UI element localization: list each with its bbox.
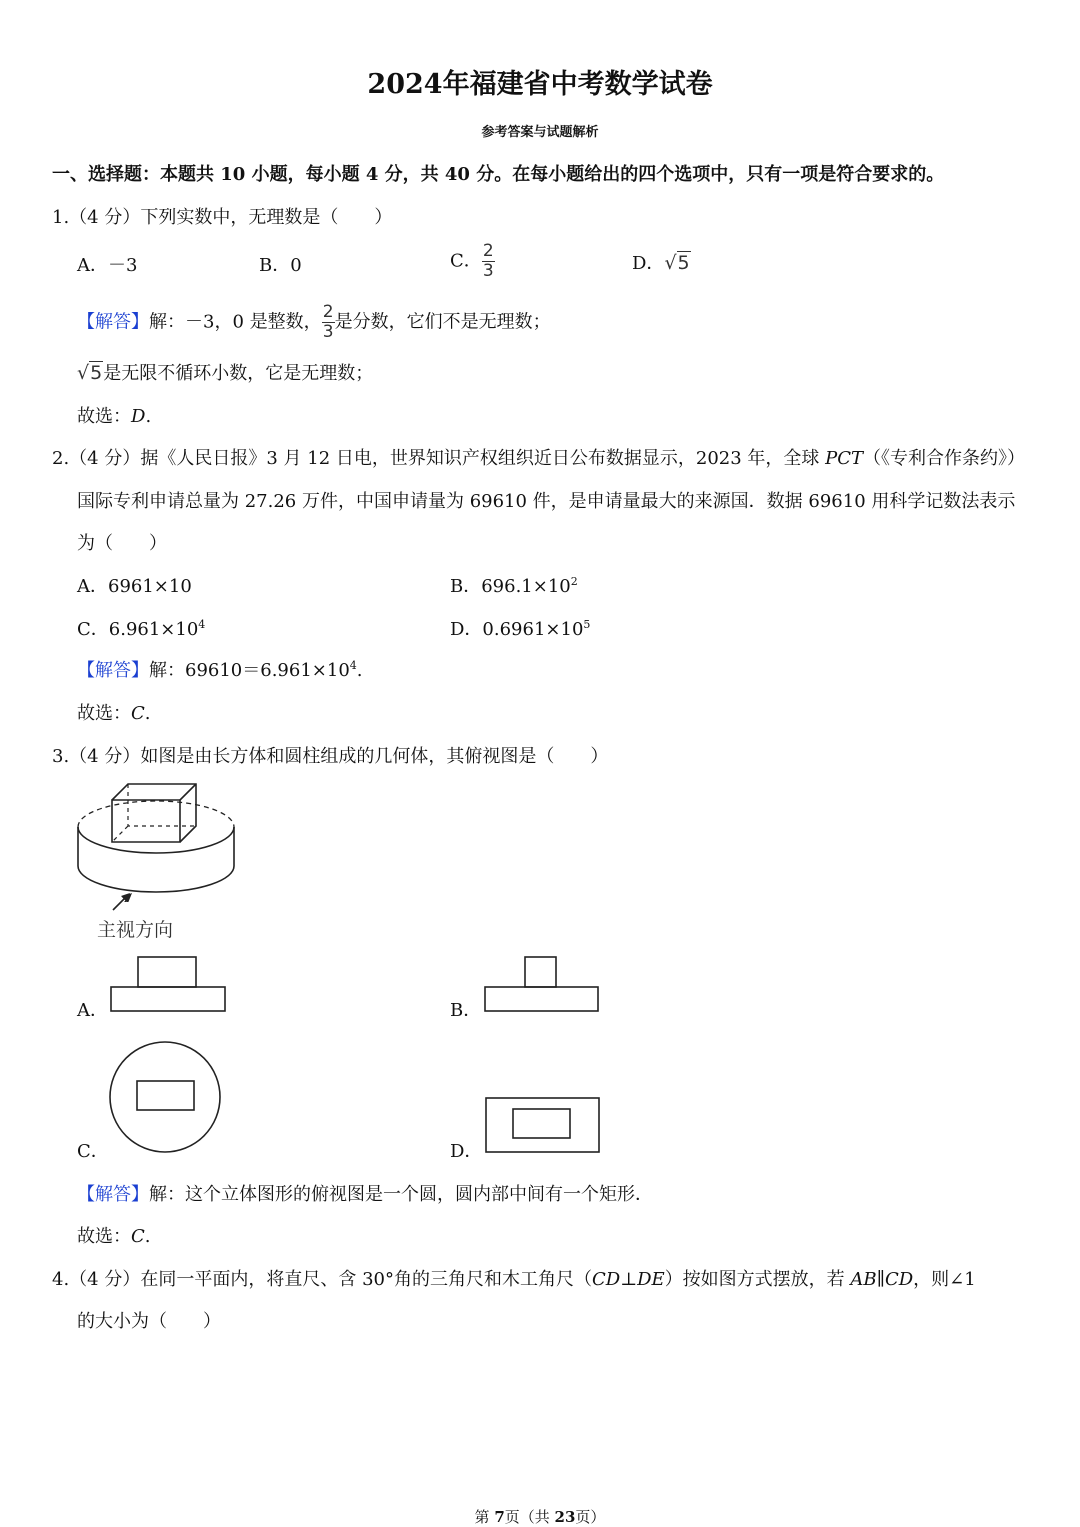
q3-choice [77, 1222, 151, 1248]
option-text: C．6.961×10 [77, 619, 199, 640]
exponent: 4 [349, 659, 357, 672]
sqrt-radicand: 5 [677, 252, 690, 274]
q1-option-d-label: D． [632, 253, 665, 274]
choice-letter: C [131, 703, 145, 724]
footer-prefix: 第 [474, 1508, 495, 1526]
option-text: B．696.1×10 [450, 576, 571, 597]
q2-option-a: A．6961×10 [77, 576, 192, 597]
page-total: 23 [554, 1508, 576, 1526]
q3-option-b-figure [482, 954, 602, 1014]
page-subtitle: 参考答案与试题解析 [481, 125, 599, 140]
sqrt-symbol: √5 [664, 252, 690, 274]
sqrt-symbol: √5 [77, 362, 103, 384]
section-heading: 一、选择题：本题共 10 小题，每小题 4 分，共 40 分。在每小题给出的四个选项中，只有一项是符合要求的。 [52, 164, 945, 185]
choice-prefix: 故选： [77, 406, 131, 427]
q2-stem-line3: 为（ ） [77, 533, 167, 554]
q2-option-b [450, 572, 578, 598]
q1-answer-fraction [322, 304, 335, 341]
page-number: 7 [494, 1508, 505, 1526]
q3-figure-caption: 主视方向 [97, 919, 174, 941]
answer-tag: 【解答】 [77, 660, 149, 681]
q4-stem-text-c: ，则∠1 [913, 1269, 976, 1290]
q1-stem: 1.（4 分）下列实数中，无理数是（ ） [52, 207, 393, 228]
q1-answer-text-a: 解：－3，0 是整数， [149, 311, 322, 333]
choice-letter: D [131, 406, 146, 427]
exponent: 5 [583, 618, 591, 631]
q2-answer-text: 解：69610＝6.961×10 [149, 660, 350, 681]
exponent: 4 [198, 618, 206, 631]
q3-option-d-label: D． [450, 1141, 483, 1162]
q1-answer-line2 [77, 359, 373, 385]
footer-suffix: 页） [575, 1508, 606, 1526]
exponent: 2 [570, 575, 578, 588]
fraction-numerator: 2 [482, 241, 494, 261]
q3-option-c-label: C． [77, 1141, 109, 1162]
choice-prefix: 故选： [77, 703, 131, 724]
direction-arrow-icon [110, 890, 134, 914]
q3-solid-figure [72, 772, 242, 902]
q2-stem-line1 [52, 444, 1025, 470]
q1-option-c [450, 243, 495, 280]
sqrt-radicand: 5 [90, 362, 103, 384]
answer-tag: 【解答】 [77, 311, 149, 333]
answer-tag: 【解答】 [77, 1184, 149, 1205]
footer-mid: 页（共 [504, 1508, 555, 1526]
q1-answer-text-b: 是分数，它们不是无理数； [334, 311, 551, 333]
q2-stem-text-a: 2.（4 分）据《人民日报》3 月 12 日电，世界知识产权组织近日公布数据显示，2023 年，全球 [52, 448, 826, 469]
choice-prefix: 故选： [77, 1226, 131, 1247]
q3-stem: 3.（4 分）如图是由长方体和圆柱组成的几何体，其俯视图是（ ） [52, 746, 609, 767]
fraction-numerator: 2 [322, 302, 334, 322]
q3-answer-text: 解：这个立体图形的俯视图是一个圆，圆内部中间有一个矩形． [149, 1184, 653, 1205]
q4-stem-text-b: ）按如图方式摆放，若 [664, 1269, 851, 1290]
q2-option-c [77, 615, 205, 641]
choice-letter: C [131, 1226, 145, 1247]
q3-option-a-figure [108, 954, 230, 1014]
q1-option-c-label: C． [450, 250, 482, 272]
page-footer [0, 1506, 1080, 1527]
q2-answer [77, 656, 363, 682]
q1-option-b: B．0 [259, 255, 302, 276]
q2-stem-line2: 国际专利申请总量为 27.26 万件，中国申请量为 69610 件，是申请量最大的来源国．数据 69610 用科学记数法表示 [77, 491, 1016, 512]
q2-stem-var: PCT [825, 448, 864, 469]
fraction-denominator: 3 [322, 322, 334, 342]
q3-option-d-figure [483, 1095, 603, 1155]
q1-option-d [632, 249, 691, 275]
q3-answer [77, 1180, 653, 1206]
option-text: D．0.6961×10 [450, 619, 584, 640]
q1-option-c-fraction [482, 243, 495, 280]
q4-stem-line1 [52, 1265, 976, 1291]
q1-answer-text-c: 是无限不循环小数，它是无理数； [103, 363, 374, 384]
q2-option-d [450, 615, 590, 641]
q2-choice [77, 699, 151, 725]
q1-choice [77, 402, 151, 428]
page-title: 2024年福建省中考数学试卷 [367, 69, 713, 100]
q4-stem-var-a: CD⊥DE [591, 1269, 665, 1290]
choice-suffix: . [144, 703, 151, 724]
q3-option-b-label: B． [450, 1000, 482, 1021]
q4-stem-line2: 的大小为（ ） [77, 1311, 221, 1332]
choice-suffix: . [144, 1226, 151, 1247]
fraction-denominator: 3 [482, 261, 494, 281]
q3-option-c-figure [107, 1040, 225, 1158]
q2-answer-end: . [356, 660, 363, 681]
q2-stem-text-b: （《专利合作条约》） [863, 448, 1026, 469]
choice-suffix: . [145, 406, 152, 427]
q4-stem-var-b: AB∥CD [850, 1269, 914, 1290]
q3-option-a-label: A． [77, 1000, 108, 1021]
q1-option-a: A．－3 [77, 255, 138, 276]
q1-answer-line1 [77, 304, 551, 341]
q4-stem-text-a: 4.（4 分）在同一平面内，将直尺、含 30°角的三角尺和木工角尺（ [52, 1269, 592, 1290]
